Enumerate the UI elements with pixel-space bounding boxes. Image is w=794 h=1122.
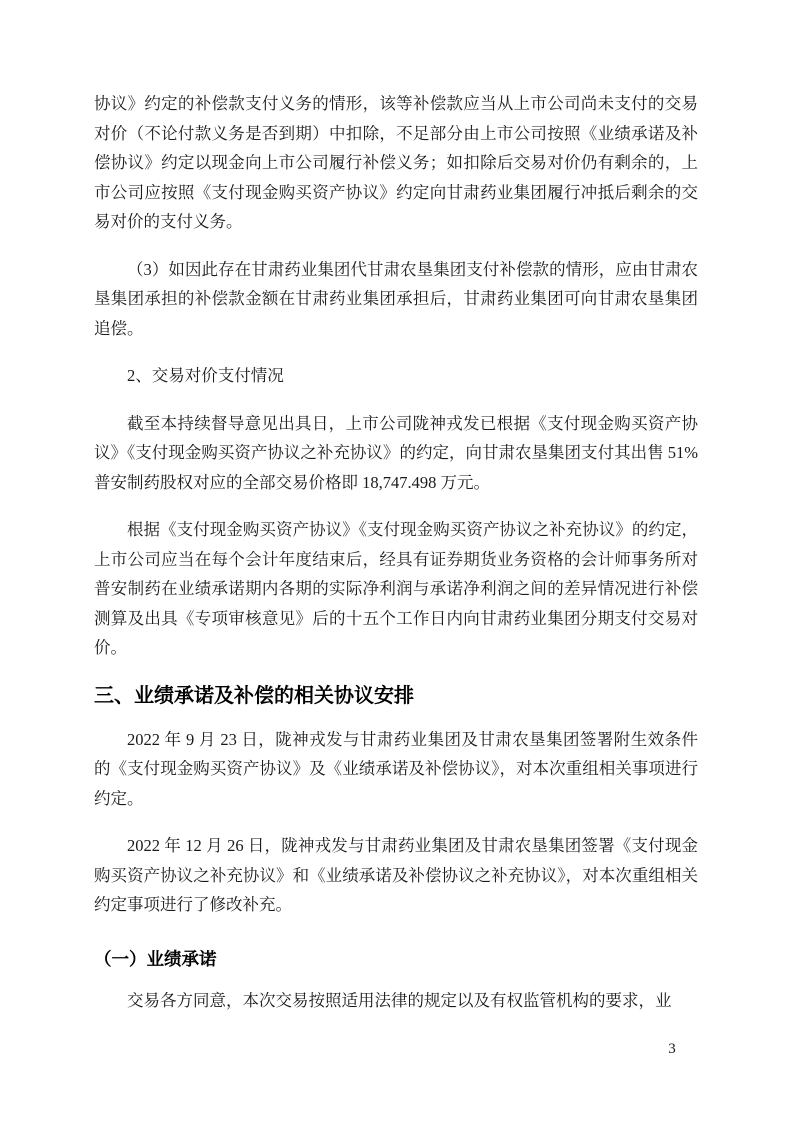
section-heading-performance-commitment: 三、业绩承诺及补偿的相关协议安排 [94, 684, 414, 707]
paragraph-signing-2022-12: 2022 年 12 月 26 日，陇神戎发与甘肃药业集团及甘肃农垦集团签署《支付现金购买资产协议之补充协议》和《业绩承诺及补偿协议之补充协议》，对本次重组相关约定事项进行了修改补充。 [94, 836, 698, 914]
paragraph-item-3: （3）如因此存在甘肃药业集团代甘肃农垦集团支付补偿款的情形，应由甘肃农垦集团承担的补偿款金额在甘肃药业集团承担后，甘肃药业集团可向甘肃农垦集团追偿。 [94, 259, 698, 338]
paragraph-signing-2022-09: 2022 年 9 月 23 日，陇神戎发与甘肃药业集团及甘肃农垦集团签署附生效条件的《支付现金购买资产协议》及《业绩承诺及补偿协议》，对本次重组相关事项进行约定。 [94, 729, 698, 808]
paragraph-payment-progress: 截至本持续督导意见出具日，上市公司陇神戎发已根据《支付现金购买资产协议》《支付现金购买资产协议之补充协议》的约定，向甘肃农垦集团支付其出售 51%普安制药股权对应的全部交易价格即 18,747.498 万元。 [94, 413, 698, 492]
paragraph-commitment-intro: 交易各方同意，本次交易按照适用法律的规定以及有权监管机构的要求，业 [127, 990, 672, 1010]
page-content [94, 89, 698, 1033]
subsection-heading-performance-commitment: （一）业绩承诺 [94, 948, 217, 969]
page-number: 3 [668, 1041, 676, 1057]
paragraph-continuation: 协议》约定的补偿款支付义务的情形，该等补偿款应当从上市公司尚未支付的交易对价（不论付款义务是否到期）中扣除，不足部分由上市公司按照《业绩承诺及补偿协议》约定以现金向上市公司履行补偿义务；如扣除后交易对价仍有剩余的，上市公司应按照《支付现金购买资产协议》约定向甘肃药业集团履行冲抵后剩余的交易对价的支付义务。 [94, 94, 698, 231]
paragraph-payment-terms: 根据《支付现金购买资产协议》《支付现金购买资产协议之补充协议》的约定，上市公司应当在每个会计年度结束后，经具有证券期货业务资格的会计师事务所对普安制药在业绩承诺期内各期的实际净利润与承诺净利润之间的差异情况进行补偿测算及出具《专项审核意见》后的十五个工作日内向甘肃药业集团分期支付交易对价。 [94, 520, 698, 657]
list-item-2-heading: 2、交易对价支付情况 [127, 366, 284, 385]
